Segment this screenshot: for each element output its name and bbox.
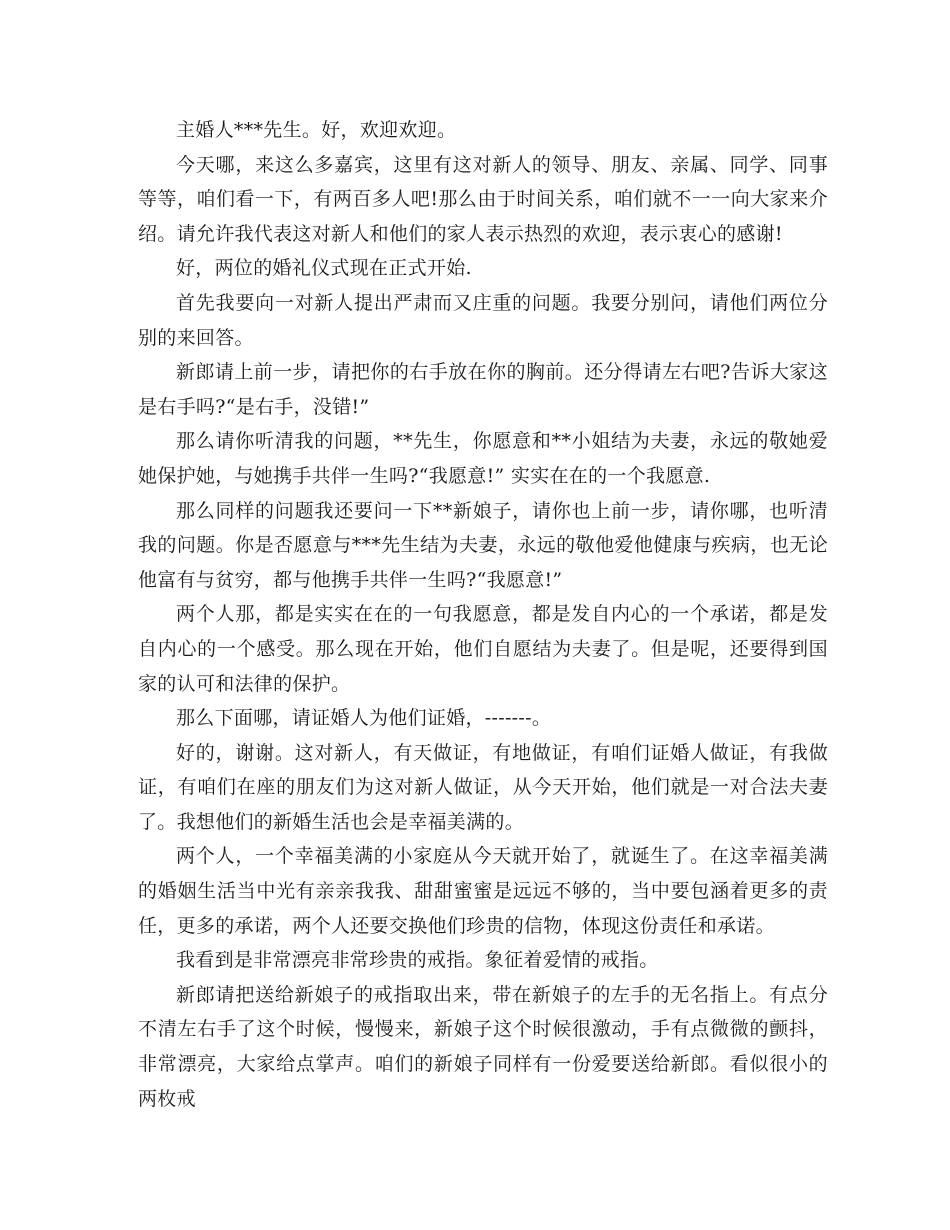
paragraph: 两个人，一个幸福美满的小家庭从今天就开始了，就诞生了。在这幸福美满的婚姻生活当中光有亲亲我我、甜甜蜜蜜是远远不够的，当中要包涵着更多的责任，更多的承诺，两个人还要交换他们珍贵的信物，体现这份责任和承诺。 (138, 845, 828, 937)
paragraph: 两个人那，都是实实在在的一句我愿意，都是发自内心的一个承诺，都是发自内心的一个感受。那么现在开始，他们自愿结为夫妻了。但是呢，还要得到国家的认可和法律的保护。 (138, 603, 828, 695)
paragraph: 好的，谢谢。这对新人，有天做证，有地做证，有咱们证婚人做证，有我做证，有咱们在座的朋友们为这对新人做证，从今天开始，他们就是一对合法夫妻了。我想他们的新婚生活也会是幸福美满的。 (138, 741, 828, 833)
paragraph: 首先我要向一对新人提出严肃而又庄重的问题。我要分别问，请他们两位分别的来回答。 (138, 291, 828, 349)
paragraph: 那么下面哪，请证婚人为他们证婚，-------。 (176, 707, 552, 730)
paragraph: 今天哪，来这么多嘉宾，这里有这对新人的领导、朋友、亲属、同学、同事等等，咱们看一下，有两百多人吧!那么由于时间关系，咱们就不一一向大家来介绍。请允许我代表这对新人和他们的家人表示热烈的欢迎，表示衷心的感谢! (138, 153, 828, 245)
document-body (138, 113, 828, 1116)
paragraph: 我看到是非常漂亮非常珍贵的戒指。象征着爱情的戒指。 (176, 949, 659, 972)
paragraph: 好，两位的婚礼仪式现在正式开始. (176, 257, 472, 280)
paragraph: 那么请你听清我的问题，**先生，你愿意和**小姐结为夫妻，永远的敬她爱她保护她，与她携手共伴一生吗?“我愿意!” 实实在在的一个我愿意. (138, 430, 828, 487)
paragraph: 新郎请上前一步，请把你的右手放在你的胸前。还分得请左右吧?告诉大家这是右手吗?“是右手，没错!” (138, 361, 828, 418)
paragraph: 那么同样的问题我还要问一下**新娘子，请你也上前一步，请你哪，也听清我的问题。你是否愿意与***先生结为夫妻，永远的敬他爱他健康与疾病，也无论他富有与贫穷，都与他携手共伴一生吗?“我愿意!” (138, 499, 828, 591)
paragraph: 新郎请把送给新娘子的戒指取出来，带在新娘子的左手的无名指上。有点分不清左右手了这个时候，慢慢来，新娘子这个时候很激动，手有点微微的颤抖，非常漂亮，大家给点掌声。咱们的新娘子同样有一份爱要送给新郎。看似很小的两枚戒 (138, 983, 828, 1110)
paragraph: 主婚人***先生。好，欢迎欢迎。 (176, 119, 457, 141)
